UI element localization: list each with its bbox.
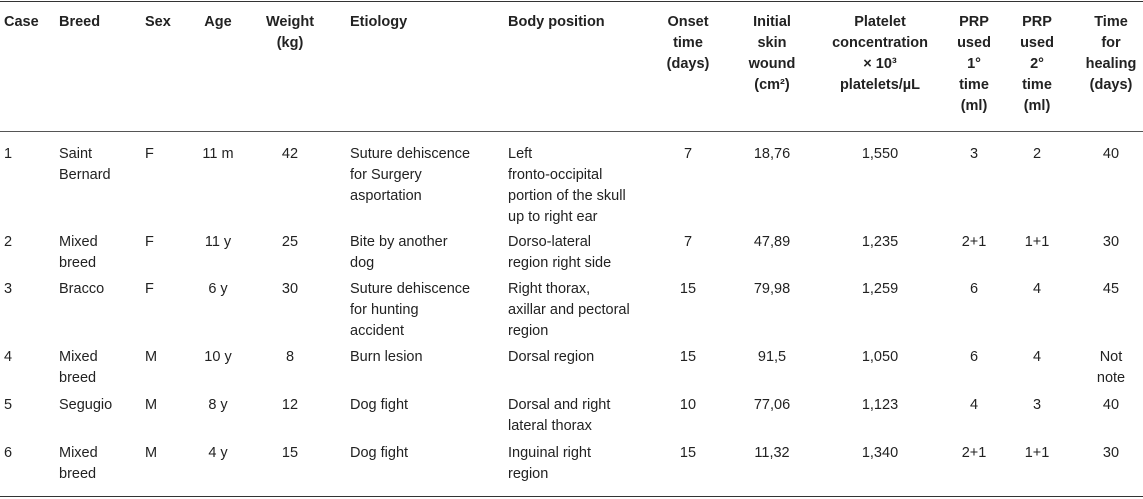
cell-wound: 91,5 (757, 349, 787, 365)
cell-prp2: 4 (1032, 281, 1042, 297)
cell-prp2: 2 (1032, 146, 1042, 162)
cell-line: Mixed (59, 234, 98, 250)
header-case (4, 12, 39, 33)
cell-onset: 15 (679, 281, 697, 297)
cell-line: 45 (1102, 281, 1120, 297)
cell-line: Right thorax, (508, 281, 591, 297)
header-line: Case (4, 14, 39, 30)
cell-line: Dog fight (350, 445, 409, 461)
cell-wound: 18,76 (753, 146, 791, 162)
header-line: for (1101, 35, 1121, 51)
cell-body-position (508, 232, 611, 274)
header-body-position (508, 12, 605, 33)
cell-platelet: 1,550 (861, 146, 899, 162)
cell-sex: F (145, 146, 154, 162)
cell-line: Suture dehiscence (350, 281, 471, 297)
header-line: (days) (666, 56, 710, 72)
cell-breed (59, 144, 111, 186)
header-line: Weight (265, 14, 315, 30)
header-line: Age (204, 14, 232, 30)
header-healing (1031, 12, 1143, 96)
cell-breed (59, 395, 112, 416)
cell-prp2: 3 (1032, 397, 1042, 413)
cell-weight: 8 (285, 349, 295, 365)
cell-line: 30 (1102, 234, 1120, 250)
header-etiology (350, 12, 407, 33)
cell-breed (59, 232, 98, 274)
cell-line: accident (350, 323, 405, 339)
cell-body-position (508, 347, 594, 368)
header-line: Time (1094, 14, 1128, 30)
cell-platelet: 1,050 (861, 349, 899, 365)
cell-line: Segugio (59, 397, 113, 413)
header-line: (cm²) (754, 77, 790, 93)
cell-line: Left (508, 146, 533, 162)
header-line: concentration (832, 35, 928, 51)
cell-healing (1031, 279, 1143, 300)
cell-line: asportation (350, 188, 422, 204)
header-line: wound (748, 56, 796, 72)
cell-body-position (508, 395, 610, 437)
header-line: (ml) (960, 98, 988, 114)
cell-age: 11 m (202, 146, 234, 162)
cell-platelet: 1,340 (861, 445, 899, 461)
cell-line: 40 (1102, 146, 1120, 162)
header-line: Sex (145, 14, 171, 30)
cell-line: portion of the skull (508, 188, 626, 204)
header-line: Etiology (350, 14, 408, 30)
cell-age: 10 y (204, 349, 232, 365)
header-line: time (959, 77, 989, 93)
cell-etiology (350, 347, 423, 368)
cell-sex: F (145, 281, 154, 297)
header-breed (59, 12, 100, 33)
header-rule (0, 131, 1143, 132)
cell-age: 8 y (208, 397, 228, 413)
header-line: 2° (1030, 56, 1044, 72)
cell-line: Bernard (59, 167, 111, 183)
cell-healing (1031, 395, 1143, 416)
cell-etiology (350, 144, 470, 207)
cell-line: Saint (59, 146, 93, 162)
cell-breed (59, 443, 98, 485)
cell-onset: 10 (679, 397, 697, 413)
cell-line: Dog fight (350, 397, 409, 413)
cell-etiology (350, 443, 408, 464)
cell-line: breed (59, 466, 97, 482)
cell-line: for hunting (350, 302, 419, 318)
header-line: (kg) (276, 35, 304, 51)
cell-line: Inguinal right (508, 445, 592, 461)
cell-wound: 47,89 (753, 234, 791, 250)
cell-line: region right side (508, 255, 612, 271)
cell-healing (1031, 232, 1143, 253)
cell-line: Not (1099, 349, 1123, 365)
header-line: Platelet (854, 14, 906, 30)
cell-sex: M (145, 349, 158, 365)
cell-prp1: 4 (969, 397, 979, 413)
cell-line: Mixed (59, 445, 98, 461)
header-line: time (673, 35, 703, 51)
cell-line: fronto-occipital (508, 167, 603, 183)
cell-line: Suture dehiscence (350, 146, 471, 162)
cell-case: 2 (4, 234, 13, 250)
cell-onset: 15 (679, 445, 697, 461)
cell-weight: 30 (281, 281, 299, 297)
cell-wound: 79,98 (753, 281, 791, 297)
cell-line: 40 (1102, 397, 1120, 413)
cell-line: Bite by another (350, 234, 448, 250)
cell-line: Burn lesion (350, 349, 423, 365)
cell-healing (1031, 347, 1143, 389)
cell-line: region (508, 466, 549, 482)
cell-platelet: 1,259 (861, 281, 899, 297)
header-line: Breed (59, 14, 101, 30)
cell-line: Dorsal and right (508, 397, 611, 413)
cell-weight: 12 (281, 397, 299, 413)
cell-line: breed (59, 255, 97, 271)
cell-line: breed (59, 370, 97, 386)
cell-line: axillar and pectoral (508, 302, 630, 318)
cell-age: 4 y (208, 445, 228, 461)
cell-line: dog (350, 255, 375, 271)
cell-line: Dorsal region (508, 349, 595, 365)
cell-case: 6 (4, 445, 13, 461)
cell-line: lateral thorax (508, 418, 592, 434)
header-line: Body position (508, 14, 605, 30)
cell-prp1: 3 (969, 146, 979, 162)
cell-prp1: 6 (969, 281, 979, 297)
header-line: time (1022, 77, 1052, 93)
cell-weight: 42 (281, 146, 299, 162)
cell-case: 1 (4, 146, 13, 162)
cell-platelet: 1,123 (861, 397, 899, 413)
header-line: PRP (959, 14, 989, 30)
header-line: used (1020, 35, 1054, 51)
cell-line: 30 (1102, 445, 1120, 461)
header-line: PRP (1022, 14, 1052, 30)
cell-age: 6 y (208, 281, 228, 297)
cell-wound: 11,32 (754, 445, 790, 461)
cell-onset: 7 (683, 234, 693, 250)
cell-prp2: 1+1 (1024, 234, 1050, 250)
cell-healing (1031, 443, 1143, 464)
cell-prp1: 2+1 (961, 234, 987, 250)
cell-onset: 7 (683, 146, 693, 162)
cell-wound: 77,06 (753, 397, 791, 413)
cell-case: 4 (4, 349, 13, 365)
cell-sex: M (145, 445, 158, 461)
cell-case: 5 (4, 397, 13, 413)
cell-platelet: 1,235 (861, 234, 899, 250)
cell-prp2: 1+1 (1024, 445, 1050, 461)
header-line: 1° (967, 56, 981, 72)
cell-line: note (1096, 370, 1126, 386)
header-weight (210, 12, 370, 54)
cell-weight: 25 (281, 234, 299, 250)
cell-line: Mixed (59, 349, 98, 365)
cell-case: 3 (4, 281, 13, 297)
header-line: healing (1085, 56, 1137, 72)
cell-breed (59, 347, 98, 389)
cell-line: up to right ear (508, 209, 598, 225)
header-line: × 10³ (863, 56, 897, 72)
header-line: Onset (667, 14, 709, 30)
cell-etiology (350, 232, 448, 274)
header-line: used (957, 35, 991, 51)
header-line: Initial (753, 14, 791, 30)
cell-body-position (508, 443, 591, 485)
top-rule (0, 1, 1143, 2)
cell-breed (59, 279, 104, 300)
cell-weight: 15 (281, 445, 299, 461)
bottom-rule (0, 496, 1143, 497)
header-line: platelets/µL (839, 77, 921, 93)
cell-prp1: 2+1 (961, 445, 987, 461)
cell-line: region (508, 323, 549, 339)
cell-onset: 15 (679, 349, 697, 365)
cell-sex: F (145, 234, 154, 250)
cell-line: Bracco (59, 281, 105, 297)
cell-etiology (350, 279, 470, 342)
cell-etiology (350, 395, 408, 416)
cell-age: 11 y (204, 234, 232, 250)
header-line: (ml) (1023, 98, 1051, 114)
cell-prp1: 6 (969, 349, 979, 365)
cell-line: Dorso-lateral (508, 234, 591, 250)
cell-line: for Surgery (350, 167, 422, 183)
cell-healing (1031, 144, 1143, 165)
cell-sex: M (145, 397, 158, 413)
header-line: (days) (1089, 77, 1133, 93)
cell-prp2: 4 (1032, 349, 1042, 365)
header-line: skin (757, 35, 787, 51)
